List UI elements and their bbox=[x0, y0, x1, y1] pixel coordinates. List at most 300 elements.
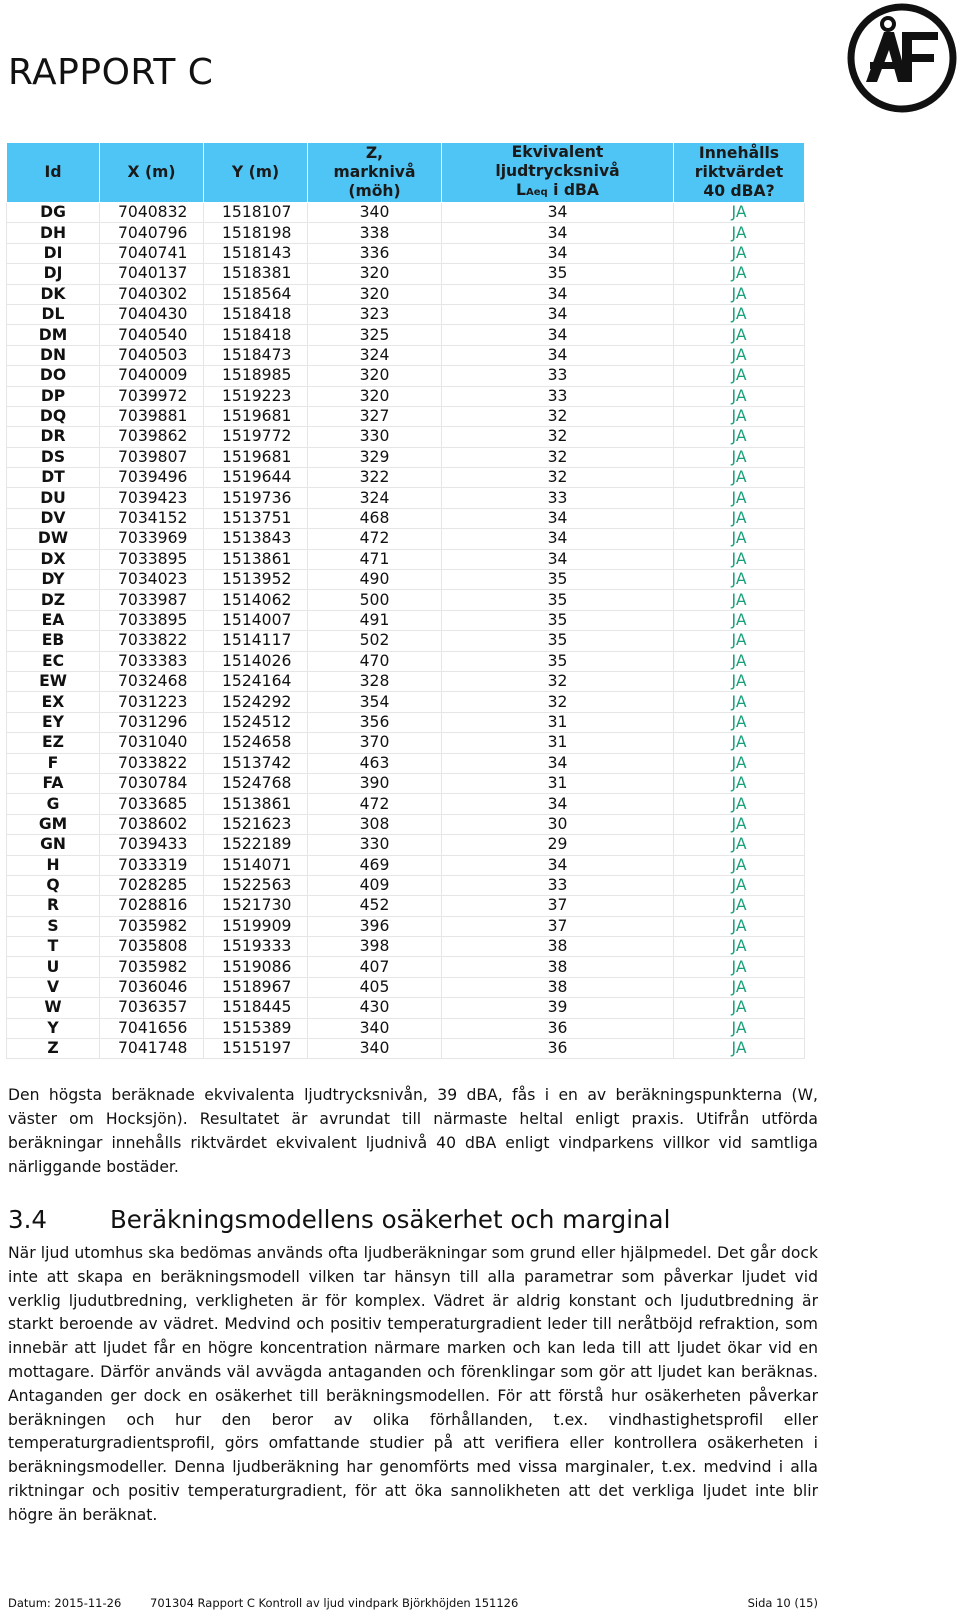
cell-leq: 34 bbox=[442, 753, 674, 773]
table-row bbox=[7, 570, 805, 590]
cell-y: 1514062 bbox=[204, 590, 308, 610]
cell-y: 1514071 bbox=[204, 855, 308, 875]
cell-y: 1513952 bbox=[204, 570, 308, 590]
cell-contains: JA bbox=[674, 671, 805, 691]
table-row bbox=[7, 773, 805, 793]
cell-leq: 32 bbox=[442, 692, 674, 712]
table-row bbox=[7, 896, 805, 916]
cell-y: 1518418 bbox=[204, 304, 308, 324]
cell-leq: 35 bbox=[442, 631, 674, 651]
cell-y: 1524164 bbox=[204, 671, 308, 691]
cell-contains: JA bbox=[674, 855, 805, 875]
cell-id: W bbox=[7, 998, 100, 1018]
col-header-x: X (m) bbox=[100, 143, 204, 203]
cell-x: 7041748 bbox=[100, 1039, 204, 1059]
col-header-leq-sub: Aeq bbox=[525, 187, 548, 198]
page-title: RAPPORT C bbox=[8, 52, 214, 93]
col-header-leq-unit: i dBA bbox=[547, 181, 599, 199]
cell-x: 7032468 bbox=[100, 671, 204, 691]
cell-leq: 31 bbox=[442, 712, 674, 732]
cell-z: 320 bbox=[308, 284, 442, 304]
cell-id: DP bbox=[7, 386, 100, 406]
cell-contains: JA bbox=[674, 406, 805, 426]
cell-z: 340 bbox=[308, 203, 442, 223]
cell-x: 7028816 bbox=[100, 896, 204, 916]
table-row bbox=[7, 427, 805, 447]
cell-x: 7034152 bbox=[100, 508, 204, 528]
cell-contains: JA bbox=[674, 998, 805, 1018]
cell-z: 470 bbox=[308, 651, 442, 671]
cell-z: 469 bbox=[308, 855, 442, 875]
cell-contains: JA bbox=[674, 345, 805, 365]
cell-y: 1518564 bbox=[204, 284, 308, 304]
cell-contains: JA bbox=[674, 549, 805, 569]
col-header-contains bbox=[674, 143, 805, 203]
table-row bbox=[7, 1039, 805, 1059]
cell-id: DX bbox=[7, 549, 100, 569]
cell-z: 463 bbox=[308, 753, 442, 773]
cell-y: 1514007 bbox=[204, 610, 308, 630]
cell-id: Z bbox=[7, 1039, 100, 1059]
cell-z: 500 bbox=[308, 590, 442, 610]
cell-y: 1518418 bbox=[204, 325, 308, 345]
cell-id: U bbox=[7, 957, 100, 977]
table-row bbox=[7, 631, 805, 651]
cell-contains: JA bbox=[674, 957, 805, 977]
cell-x: 7033685 bbox=[100, 794, 204, 814]
cell-contains: JA bbox=[674, 590, 805, 610]
cell-leq: 30 bbox=[442, 814, 674, 834]
cell-x: 7035808 bbox=[100, 937, 204, 957]
cell-contains: JA bbox=[674, 529, 805, 549]
cell-z: 430 bbox=[308, 998, 442, 1018]
cell-contains: JA bbox=[674, 447, 805, 467]
cell-leq: 34 bbox=[442, 243, 674, 263]
table-row bbox=[7, 468, 805, 488]
cell-x: 7040137 bbox=[100, 264, 204, 284]
table-row bbox=[7, 243, 805, 263]
table-row bbox=[7, 549, 805, 569]
cell-id: H bbox=[7, 855, 100, 875]
cell-contains: JA bbox=[674, 264, 805, 284]
table-row bbox=[7, 733, 805, 753]
table-row bbox=[7, 998, 805, 1018]
cell-leq: 32 bbox=[442, 406, 674, 426]
cell-x: 7031223 bbox=[100, 692, 204, 712]
footer-page-number: Sida 10 (15) bbox=[747, 1596, 818, 1610]
cell-leq: 33 bbox=[442, 386, 674, 406]
cell-contains: JA bbox=[674, 692, 805, 712]
cell-x: 7039807 bbox=[100, 447, 204, 467]
cell-contains: JA bbox=[674, 468, 805, 488]
cell-id: DV bbox=[7, 508, 100, 528]
cell-y: 1522189 bbox=[204, 835, 308, 855]
cell-leq: 36 bbox=[442, 1018, 674, 1038]
section-heading bbox=[8, 1205, 670, 1234]
table-row bbox=[7, 977, 805, 997]
cell-y: 1518473 bbox=[204, 345, 308, 365]
cell-id: DT bbox=[7, 468, 100, 488]
cell-leq: 37 bbox=[442, 916, 674, 936]
cell-leq: 32 bbox=[442, 427, 674, 447]
cell-y: 1521730 bbox=[204, 896, 308, 916]
cell-y: 1519909 bbox=[204, 916, 308, 936]
cell-contains: JA bbox=[674, 773, 805, 793]
cell-z: 491 bbox=[308, 610, 442, 630]
cell-z: 490 bbox=[308, 570, 442, 590]
table-row bbox=[7, 1018, 805, 1038]
cell-x: 7030784 bbox=[100, 773, 204, 793]
cell-z: 472 bbox=[308, 529, 442, 549]
table-row bbox=[7, 508, 805, 528]
cell-leq: 34 bbox=[442, 529, 674, 549]
cell-id: DZ bbox=[7, 590, 100, 610]
cell-y: 1518967 bbox=[204, 977, 308, 997]
cell-leq: 33 bbox=[442, 875, 674, 895]
table-header-row bbox=[7, 143, 805, 203]
cell-contains: JA bbox=[674, 1039, 805, 1059]
table-row bbox=[7, 916, 805, 936]
cell-contains: JA bbox=[674, 610, 805, 630]
table-row bbox=[7, 590, 805, 610]
section-number: 3.4 bbox=[8, 1205, 47, 1234]
cell-z: 324 bbox=[308, 488, 442, 508]
cell-id: EC bbox=[7, 651, 100, 671]
cell-z: 472 bbox=[308, 794, 442, 814]
cell-y: 1519086 bbox=[204, 957, 308, 977]
cell-z: 407 bbox=[308, 957, 442, 977]
col-header-contains-text: Innehålls riktvärdet 40 dBA? bbox=[694, 144, 784, 200]
cell-x: 7033822 bbox=[100, 753, 204, 773]
cell-z: 324 bbox=[308, 345, 442, 365]
table-row bbox=[7, 304, 805, 324]
cell-id: DR bbox=[7, 427, 100, 447]
cell-x: 7040796 bbox=[100, 223, 204, 243]
cell-x: 7041656 bbox=[100, 1018, 204, 1038]
cell-leq: 38 bbox=[442, 937, 674, 957]
cell-id: EZ bbox=[7, 733, 100, 753]
cell-x: 7033383 bbox=[100, 651, 204, 671]
cell-id: DH bbox=[7, 223, 100, 243]
cell-x: 7040503 bbox=[100, 345, 204, 365]
cell-leq: 35 bbox=[442, 570, 674, 590]
cell-contains: JA bbox=[674, 488, 805, 508]
table-body bbox=[7, 203, 805, 1059]
cell-y: 1524512 bbox=[204, 712, 308, 732]
table-row bbox=[7, 223, 805, 243]
cell-id: DQ bbox=[7, 406, 100, 426]
cell-id: EY bbox=[7, 712, 100, 732]
table-row bbox=[7, 651, 805, 671]
cell-contains: JA bbox=[674, 753, 805, 773]
cell-z: 308 bbox=[308, 814, 442, 834]
cell-x: 7036046 bbox=[100, 977, 204, 997]
cell-contains: JA bbox=[674, 712, 805, 732]
cell-y: 1513751 bbox=[204, 508, 308, 528]
cell-y: 1519681 bbox=[204, 406, 308, 426]
cell-z: 330 bbox=[308, 835, 442, 855]
cell-contains: JA bbox=[674, 631, 805, 651]
cell-id: G bbox=[7, 794, 100, 814]
cell-y: 1515197 bbox=[204, 1039, 308, 1059]
cell-y: 1515389 bbox=[204, 1018, 308, 1038]
table-row bbox=[7, 794, 805, 814]
cell-x: 7040832 bbox=[100, 203, 204, 223]
cell-z: 468 bbox=[308, 508, 442, 528]
cell-leq: 37 bbox=[442, 896, 674, 916]
cell-id: DN bbox=[7, 345, 100, 365]
cell-x: 7039423 bbox=[100, 488, 204, 508]
cell-x: 7031040 bbox=[100, 733, 204, 753]
cell-leq: 34 bbox=[442, 203, 674, 223]
cell-z: 329 bbox=[308, 447, 442, 467]
cell-contains: JA bbox=[674, 875, 805, 895]
cell-y: 1519736 bbox=[204, 488, 308, 508]
cell-x: 7039433 bbox=[100, 835, 204, 855]
col-header-leq-line3 bbox=[442, 181, 673, 202]
cell-id: DK bbox=[7, 284, 100, 304]
cell-leq: 32 bbox=[442, 671, 674, 691]
cell-contains: JA bbox=[674, 651, 805, 671]
col-header-leq-line2: ljudtrycksnivå bbox=[495, 162, 620, 180]
cell-y: 1524658 bbox=[204, 733, 308, 753]
cell-z: 330 bbox=[308, 427, 442, 447]
cell-x: 7035982 bbox=[100, 916, 204, 936]
cell-contains: JA bbox=[674, 733, 805, 753]
table-row bbox=[7, 203, 805, 223]
cell-z: 322 bbox=[308, 468, 442, 488]
cell-z: 323 bbox=[308, 304, 442, 324]
cell-leq: 32 bbox=[442, 447, 674, 467]
table-row bbox=[7, 855, 805, 875]
cell-z: 409 bbox=[308, 875, 442, 895]
cell-x: 7039496 bbox=[100, 468, 204, 488]
cell-z: 320 bbox=[308, 366, 442, 386]
cell-contains: JA bbox=[674, 223, 805, 243]
cell-id: GM bbox=[7, 814, 100, 834]
cell-y: 1518381 bbox=[204, 264, 308, 284]
cell-contains: JA bbox=[674, 304, 805, 324]
cell-contains: JA bbox=[674, 814, 805, 834]
cell-x: 7028285 bbox=[100, 875, 204, 895]
cell-y: 1513861 bbox=[204, 794, 308, 814]
table-row bbox=[7, 366, 805, 386]
cell-y: 1524292 bbox=[204, 692, 308, 712]
table-row bbox=[7, 345, 805, 365]
cell-y: 1519681 bbox=[204, 447, 308, 467]
table-row bbox=[7, 447, 805, 467]
cell-id: EB bbox=[7, 631, 100, 651]
cell-z: 320 bbox=[308, 386, 442, 406]
cell-contains: JA bbox=[674, 203, 805, 223]
table-row bbox=[7, 957, 805, 977]
col-header-id: Id bbox=[7, 143, 100, 203]
cell-x: 7040430 bbox=[100, 304, 204, 324]
cell-x: 7038602 bbox=[100, 814, 204, 834]
cell-contains: JA bbox=[674, 508, 805, 528]
cell-z: 340 bbox=[308, 1018, 442, 1038]
cell-z: 405 bbox=[308, 977, 442, 997]
cell-x: 7033895 bbox=[100, 549, 204, 569]
cell-z: 328 bbox=[308, 671, 442, 691]
col-header-y: Y (m) bbox=[204, 143, 308, 203]
cell-y: 1514117 bbox=[204, 631, 308, 651]
cell-contains: JA bbox=[674, 243, 805, 263]
cell-leq: 34 bbox=[442, 508, 674, 528]
cell-x: 7033969 bbox=[100, 529, 204, 549]
cell-id: EA bbox=[7, 610, 100, 630]
cell-id: FA bbox=[7, 773, 100, 793]
col-header-z-text: Z, marknivå (möh) bbox=[333, 144, 416, 200]
cell-y: 1513843 bbox=[204, 529, 308, 549]
cell-leq: 36 bbox=[442, 1039, 674, 1059]
cell-x: 7040302 bbox=[100, 284, 204, 304]
cell-z: 396 bbox=[308, 916, 442, 936]
cell-leq: 31 bbox=[442, 773, 674, 793]
cell-contains: JA bbox=[674, 427, 805, 447]
cell-z: 370 bbox=[308, 733, 442, 753]
cell-id: Y bbox=[7, 1018, 100, 1038]
table-row bbox=[7, 386, 805, 406]
cell-id: DS bbox=[7, 447, 100, 467]
cell-z: 390 bbox=[308, 773, 442, 793]
cell-contains: JA bbox=[674, 386, 805, 406]
cell-leq: 34 bbox=[442, 284, 674, 304]
cell-z: 471 bbox=[308, 549, 442, 569]
result-paragraph: Den högsta beräknade ekvivalenta ljudtrycksnivån, 39 dBA, fås i en av beräkningspunkterna (W, väster om Hocksjön). Resultatet är avrundat till närmaste heltal enligt praxis. Utifrån utförda beräkningar innehålls riktvärdet ekvivalent ljudnivå 40 dBA enligt vindparkens villkor vid samtliga närliggande bostäder. bbox=[8, 1086, 818, 1176]
cell-contains: JA bbox=[674, 1018, 805, 1038]
col-header-leq bbox=[442, 143, 674, 203]
cell-x: 7040741 bbox=[100, 243, 204, 263]
table-row bbox=[7, 529, 805, 549]
cell-x: 7039862 bbox=[100, 427, 204, 447]
cell-id: DO bbox=[7, 366, 100, 386]
cell-leq: 34 bbox=[442, 794, 674, 814]
cell-z: 398 bbox=[308, 937, 442, 957]
cell-contains: JA bbox=[674, 284, 805, 304]
cell-z: 338 bbox=[308, 223, 442, 243]
cell-id: F bbox=[7, 753, 100, 773]
table-row bbox=[7, 753, 805, 773]
cell-y: 1521623 bbox=[204, 814, 308, 834]
table-row bbox=[7, 937, 805, 957]
table-row bbox=[7, 671, 805, 691]
cell-x: 7036357 bbox=[100, 998, 204, 1018]
cell-x: 7040540 bbox=[100, 325, 204, 345]
cell-y: 1522563 bbox=[204, 875, 308, 895]
col-header-leq-l: L bbox=[516, 181, 526, 199]
cell-leq: 35 bbox=[442, 264, 674, 284]
table-row bbox=[7, 264, 805, 284]
cell-z: 320 bbox=[308, 264, 442, 284]
cell-z: 502 bbox=[308, 631, 442, 651]
cell-id: DJ bbox=[7, 264, 100, 284]
cell-leq: 32 bbox=[442, 468, 674, 488]
table-row bbox=[7, 610, 805, 630]
cell-id: V bbox=[7, 977, 100, 997]
cell-contains: JA bbox=[674, 794, 805, 814]
cell-z: 327 bbox=[308, 406, 442, 426]
cell-x: 7035982 bbox=[100, 957, 204, 977]
cell-leq: 31 bbox=[442, 733, 674, 753]
cell-id: DY bbox=[7, 570, 100, 590]
cell-leq: 39 bbox=[442, 998, 674, 1018]
col-header-leq-line1: Ekvivalent bbox=[511, 143, 604, 161]
cell-y: 1513861 bbox=[204, 549, 308, 569]
cell-z: 452 bbox=[308, 896, 442, 916]
cell-id: R bbox=[7, 896, 100, 916]
cell-x: 7039972 bbox=[100, 386, 204, 406]
cell-z: 325 bbox=[308, 325, 442, 345]
uncertainty-paragraph: När ljud utomhus ska bedömas används ofta ljudberäkningar som grund eller hjälpmedel. Det går dock inte att skapa en beräkningsmodell vilken tar hänsyn till alla parametrar som påverkar ljudet vid verklig ljudutbredning, verkligheten är för komplex. Vädret är aldrig konstant och ljudutbredning är starkt beroende av vädret. Medvind och positiv temperaturgradient leder till neråtböjd refraktion, som innebär att ljudet får en högre koncentration närmare marken och kan leda till att ljudet ökar vid en mottagare. Därför används väl avvägda antaganden och förenklingar som gör att ljudet kan beräknas. Antaganden ger dock en osäkerhet till beräkningsmodellen. För att förstå hur osäkerheten påverkar beräkningen och hur den beror av olika förhållanden, t.ex. vindhastighetsprofil eller temperaturgradientsprofil, görs omfattande studier på att verifiera eller kontrollera osäkerheten i beräkningsmodeller. Denna ljudberäkning har genomförts med vissa marginaler, t.ex. medvind i alla riktningar och positiv temperaturgradient, för att öka sannolikheten att det verkliga ljudet inte blir högre än beräknat. bbox=[8, 1244, 818, 1524]
cell-leq: 38 bbox=[442, 957, 674, 977]
cell-leq: 34 bbox=[442, 345, 674, 365]
cell-contains: JA bbox=[674, 325, 805, 345]
cell-id: DU bbox=[7, 488, 100, 508]
cell-id: DG bbox=[7, 203, 100, 223]
cell-x: 7033319 bbox=[100, 855, 204, 875]
cell-leq: 35 bbox=[442, 590, 674, 610]
footer-document-title: 701304 Rapport C Kontroll av ljud vindpark Björkhöjden 151126 bbox=[150, 1596, 519, 1610]
col-header-z bbox=[308, 143, 442, 203]
cell-contains: JA bbox=[674, 835, 805, 855]
cell-leq: 34 bbox=[442, 304, 674, 324]
cell-contains: JA bbox=[674, 366, 805, 386]
cell-id: GN bbox=[7, 835, 100, 855]
cell-y: 1519644 bbox=[204, 468, 308, 488]
cell-id: DI bbox=[7, 243, 100, 263]
table-row bbox=[7, 814, 805, 834]
cell-id: S bbox=[7, 916, 100, 936]
cell-contains: JA bbox=[674, 916, 805, 936]
cell-id: Q bbox=[7, 875, 100, 895]
cell-id: EW bbox=[7, 671, 100, 691]
cell-z: 340 bbox=[308, 1039, 442, 1059]
cell-leq: 33 bbox=[442, 488, 674, 508]
cell-contains: JA bbox=[674, 977, 805, 997]
table-row bbox=[7, 692, 805, 712]
cell-z: 354 bbox=[308, 692, 442, 712]
cell-leq: 29 bbox=[442, 835, 674, 855]
cell-z: 356 bbox=[308, 712, 442, 732]
table-row bbox=[7, 488, 805, 508]
cell-leq: 33 bbox=[442, 366, 674, 386]
cell-y: 1519223 bbox=[204, 386, 308, 406]
cell-y: 1518143 bbox=[204, 243, 308, 263]
cell-y: 1518107 bbox=[204, 203, 308, 223]
table-row bbox=[7, 875, 805, 895]
cell-leq: 35 bbox=[442, 651, 674, 671]
table-row bbox=[7, 325, 805, 345]
cell-y: 1518198 bbox=[204, 223, 308, 243]
cell-id: DM bbox=[7, 325, 100, 345]
cell-z: 336 bbox=[308, 243, 442, 263]
table-row bbox=[7, 406, 805, 426]
af-logo bbox=[846, 2, 958, 114]
cell-x: 7033895 bbox=[100, 610, 204, 630]
calculation-points-table bbox=[6, 142, 805, 1059]
cell-leq: 34 bbox=[442, 855, 674, 875]
cell-y: 1518445 bbox=[204, 998, 308, 1018]
cell-x: 7033822 bbox=[100, 631, 204, 651]
cell-y: 1519772 bbox=[204, 427, 308, 447]
table-row bbox=[7, 284, 805, 304]
cell-x: 7040009 bbox=[100, 366, 204, 386]
cell-leq: 34 bbox=[442, 325, 674, 345]
table-row bbox=[7, 835, 805, 855]
cell-x: 7031296 bbox=[100, 712, 204, 732]
cell-x: 7039881 bbox=[100, 406, 204, 426]
